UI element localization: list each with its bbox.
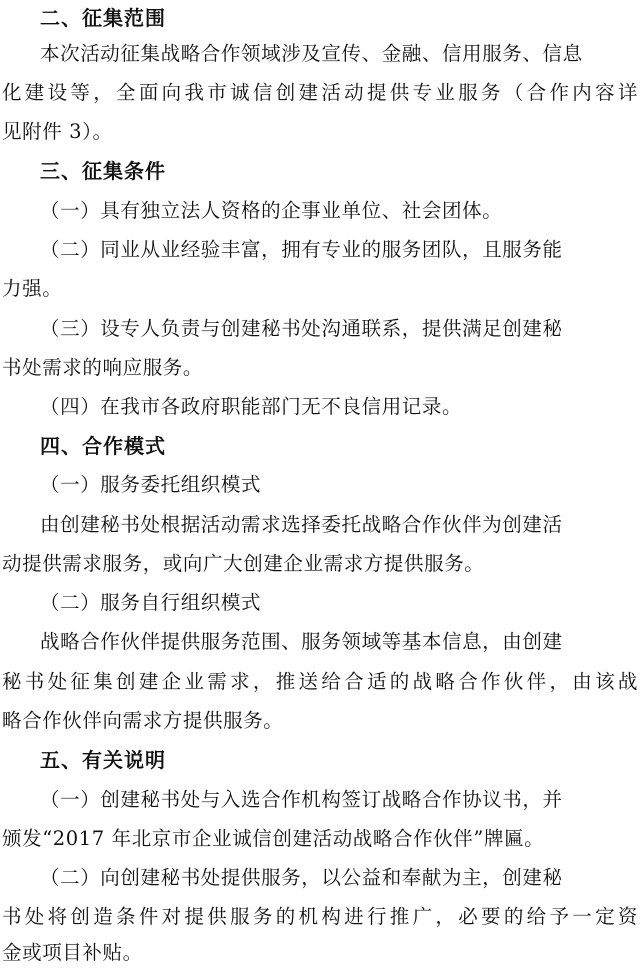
paragraph-line: 秘书处征集创建企业需求，推送给合适的战略合作伙伴，由该战	[2, 670, 638, 693]
paragraph-line: 战略合作伙伴提供服务范围、服务领域等基本信息，由创建	[40, 630, 563, 653]
subsection-title: （二）服务自行组织模式	[40, 591, 262, 614]
section-heading-conditions: 三、征集条件	[40, 159, 166, 183]
list-item: （四）在我市各政府职能部门无不良信用记录。	[40, 395, 463, 418]
list-item: （一）具有独立法人资格的企事业单位、社会团体。	[40, 199, 503, 222]
paragraph-line: 本次活动征集战略合作领域涉及宣传、金融、信用服务、信息	[40, 42, 583, 65]
list-item: （三）设专人负责与创建秘书处沟通联系，提供满足创建秘	[40, 317, 563, 340]
list-item-continuation: 颁发“2017 年北京市企业诚信创建活动战略合作伙伴”牌匾。	[2, 827, 545, 850]
paragraph-line: 由创建秘书处根据活动需求选择委托战略合作伙伴为创建活	[40, 513, 563, 536]
list-item-continuation: 书处需求的响应服务。	[2, 356, 204, 379]
section-heading-notes: 五、有关说明	[40, 748, 166, 772]
section-heading-scope: 二、征集范围	[40, 6, 166, 30]
paragraph-line: 化建设等，全面向我市诚信创建活动提供专业服务（合作内容详	[2, 81, 638, 104]
list-item: （二）向创建秘书处提供服务，以公益和奉献为主，创建秘	[40, 866, 563, 889]
paragraph-line: 动提供需求服务，或向广大创建企业需求方提供服务。	[2, 552, 485, 575]
list-item-continuation: 书处将创造条件对提供服务的机构进行推广，必要的给予一定资	[2, 905, 638, 928]
section-heading-cooperation-modes: 四、合作模式	[40, 434, 166, 458]
list-item: （二）同业从业经验丰富，拥有专业的服务团队，且服务能	[40, 238, 563, 261]
subsection-title: （一）服务委托组织模式	[40, 473, 262, 496]
list-item-continuation: 力强。	[2, 277, 63, 300]
list-item-continuation: 金或项目补贴。	[2, 941, 143, 964]
paragraph-line: 见附件 3）。	[2, 120, 113, 143]
list-item: （一）创建秘书处与入选合作机构签订战略合作协议书，并	[40, 788, 563, 811]
paragraph-line: 略合作伙伴向需求方提供服务。	[2, 709, 284, 732]
